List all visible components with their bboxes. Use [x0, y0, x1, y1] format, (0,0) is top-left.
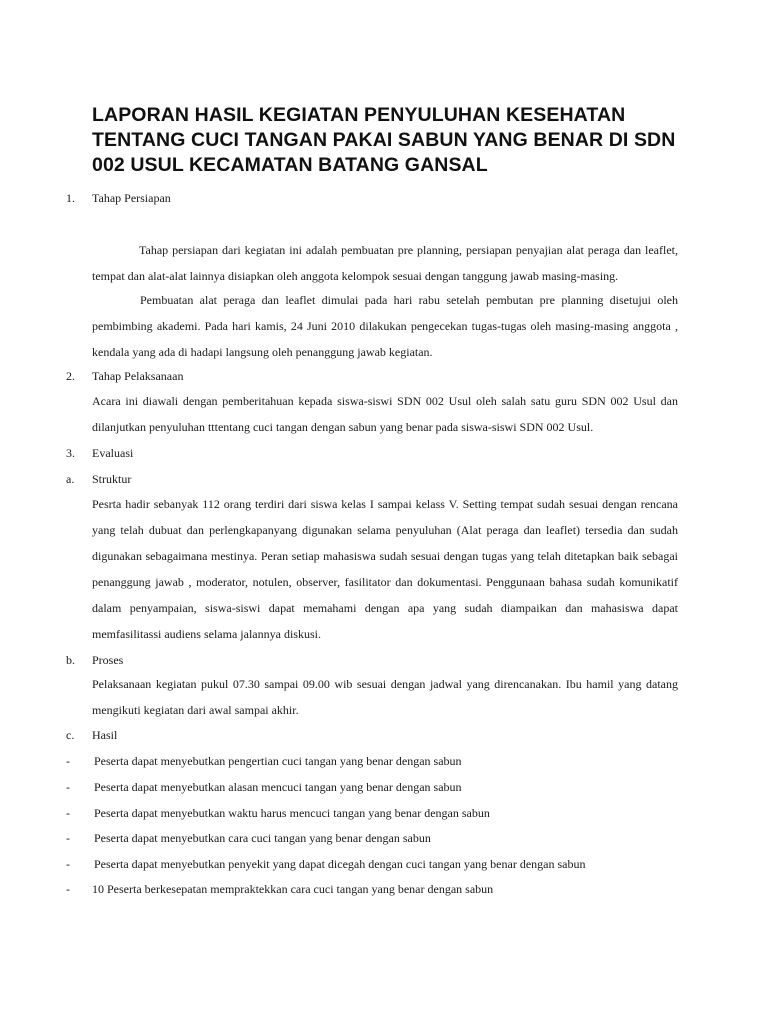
list-item: Peserta dapat menyebutkan waktu harus mencuci tangan yang benar dengan sabun: [94, 806, 490, 820]
document-title: LAPORAN HASIL KEGIATAN PENYULUHAN KESEHATAN TENTANG CUCI TANGAN PAKAI SABUN YANG BENAR DI SDN 002 USUL KECAMATAN BATANG GANSAL: [92, 104, 676, 176]
section-1-number: 1.: [66, 191, 75, 205]
section-3-number: 3.: [66, 446, 75, 460]
subsection-c-marker: c.: [66, 728, 75, 742]
subsection-a-marker: a.: [66, 472, 75, 486]
list-bullet: -: [66, 882, 70, 896]
list-bullet: -: [66, 857, 70, 871]
section-2-paragraph: Acara ini diawali dengan pemberitahuan kepada siswa-siswi SDN 002 Usul oleh salah satu guru SDN 002 Usul dan dilanjutkan penyuluhan tttentang cuci tangan dengan sabun yang benar pada siswa-siswi SDN 002 Usul.: [92, 394, 678, 434]
section-3-heading: Evaluasi: [92, 446, 134, 460]
list-item: Peserta dapat menyebutkan pengertian cuci tangan yang benar dengan sabun: [94, 754, 462, 768]
subsection-a-heading: Struktur: [92, 472, 132, 486]
subsection-b-paragraph: Pelaksanaan kegiatan pukul 07.30 sampai 09.00 wib sesuai dengan jadwal yang direncanakan. Ibu hamil yang datang mengikuti kegiatan dari awal sampai akhir.: [92, 677, 678, 717]
subsection-c-heading: Hasil: [92, 728, 118, 742]
subsection-b-heading: Proses: [92, 653, 124, 667]
section-2-number: 2.: [66, 369, 75, 383]
list-item: Peserta dapat menyebutkan penyekit yang dapat dicegah dengan cuci tangan yang benar dengan sabun: [94, 857, 586, 871]
list-bullet: -: [66, 831, 70, 845]
subsection-a-paragraph: Pesrta hadir sebanyak 112 orang terdiri dari siswa kelas I sampai kelass V. Setting tempat sudah sesuai dengan rencana yang telah dubuat dan perlengkapanyang digunakan selama penyuluhan (Alat peraga dan leaflet) tersedia dan sudah digunakan sebagaimana mestinya. Peran setiap mahasiswa sudah sesuai dengan tugas yang telah ditetapkan baik sebagai penanggung jawab , moderator, notulen, observer, fasilitator dan dokumentasi. Penggunaan bahasa sudah komunikatif dalam penyampaian, siswa-siswi dapat memahami dengan apa yang sudah diampaikan dan mahasiswa dapat memfasilitassi audiens selama jalannya diskusi.: [92, 497, 678, 641]
list-bullet: -: [66, 780, 70, 794]
section-2-heading: Tahap Pelaksanaan: [92, 369, 184, 383]
list-item: Peserta dapat menyebutkan cara cuci tangan yang benar dengan sabun: [94, 831, 431, 845]
subsection-b-marker: b.: [66, 653, 75, 667]
list-bullet: -: [66, 754, 70, 768]
section-1-paragraph-2: Pembuatan alat peraga dan leaflet dimulai pada hari rabu setelah pembutan pre planning disetujui oleh pembimbing akademi. Pada hari kamis, 24 Juni 2010 dilakukan pengecekan tugas-tugas oleh masing-masing anggota , kendala yang ada di hadapi langsung oleh penanggung jawab kegiatan.: [92, 293, 678, 359]
section-1-paragraph-1: Tahap persiapan dari kegiatan ini adalah pembuatan pre planning, persiapan penyajian alat peraga dan leaflet, tempat dan alat-alat lainnya disiapkan oleh anggota kelompok sesuai dengan tanggung jawab masing-masing.: [92, 243, 678, 283]
section-1-heading: Tahap Persiapan: [92, 191, 171, 205]
list-bullet: -: [66, 806, 70, 820]
list-item: Peserta dapat menyebutkan alasan mencuci tangan yang benar dengan sabun: [94, 780, 462, 794]
list-item: 10 Peserta berkesepatan mempraktekkan cara cuci tangan yang benar dengan sabun: [92, 882, 494, 896]
